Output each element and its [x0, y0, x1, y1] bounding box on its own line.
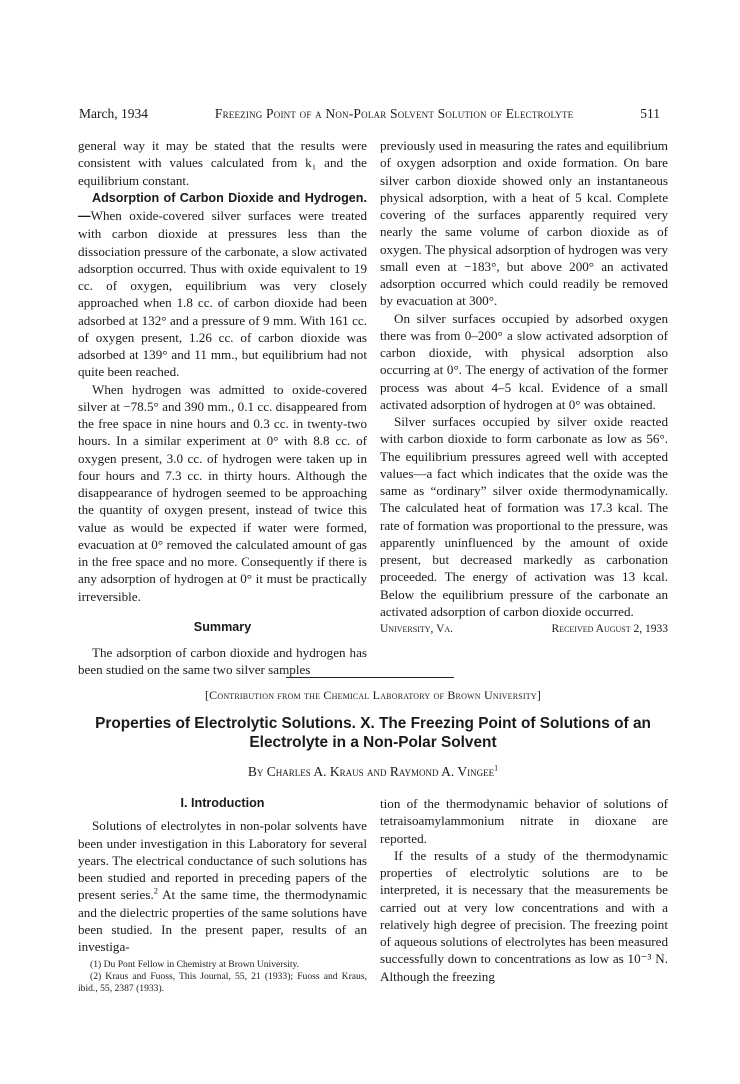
header-running-title: Freezing Point of a Non-Polar Solvent Solution of Electrolyte [214, 106, 574, 121]
author-footnote-mark: 1 [494, 763, 499, 773]
paragraph-summary: The adsorption of carbon dioxide and hydrogen has been studied on the same two silver samples [78, 645, 367, 678]
summary-heading: Summary [193, 619, 252, 634]
paragraph-text: At the same time, the thermodynamic and the dielectric properties of the same solutions have been studied. In the present paper, results of an investiga- [78, 887, 367, 954]
footnote-1: (1) Du Pont Fellow in Chemistry at Brown University. [90, 959, 300, 971]
paragraph: general way it may be stated that the results were consistent with values calculated from k₁ and the equilibrium constant. [78, 138, 367, 188]
affiliation: University, Va. [380, 623, 454, 635]
runin-heading: Adsorption of Carbon Dioxide and Hydrogen.— [78, 190, 367, 223]
title-line-1: Properties of Electrolytic Solutions. X. The Freezing Point of Solutions of an [95, 715, 651, 732]
paragraph: tion of the thermodynamic behavior of solutions of tetraisoamylammonium nitrate in dioxane are reported. [380, 796, 668, 846]
paragraph: On silver surfaces occupied by adsorbed oxygen there was from 0–200° a slow activated adsorption of carbon dioxide, with physical adsorption also occurring at 0°. The energy of activation of the former process was about 4–5 kcal. Evidence of a small activated adsorption of hydrogen at 0° was obtained. [380, 310, 668, 412]
contribution-line: [Contribution from the Chemical Laboratory of Brown University] [204, 688, 542, 702]
new-article-column-right [380, 795, 668, 985]
paragraph-text: When oxide-covered silver surfaces were treated with carbon dioxide at pressures less than the dissociation pressure of the carbonate, a slow activated adsorption occurred. Thus with oxide equivalent to 19 cc. of oxygen, equilibrium was very closely approached when 1.8 cc. of carbon dioxide had been adsorbed at 132° and a pressure of 9 mm. With 161 cc. of oxygen present, 1.26 cc. of carbon dioxide was adsorbed at 139° and 11 mm., but equilibrium had not quite been reached. [78, 208, 367, 380]
article-divider [286, 677, 454, 678]
paragraph: When hydrogen was admitted to oxide-covered silver at −78.5° and 390 mm., 0.1 cc. disappeared from the free space in nine hours and 0.3 cc. in twenty-two hours. In a similar experiment at 0° with 8.8 cc. of oxygen present, 3.0 cc. of hydrogen were taken up in four hours and 7.3 cc. in thirty hours. Although the disappearance of hydrogen seemed to be approaching the quantity of oxygen present, instead of twice this value as would be expected if water were formed, evacuation at 0° removed the calculated amount of gas in the free space and no more. Consequently if there is any adsorption of hydrogen at 0° it must be practically irreversible. [78, 381, 367, 604]
footnote-2: (2) Kraus and Fuoss, This Journal, 55, 21 (1933); Fuoss and Kraus, ibid., 55, 2387 (1933). [78, 971, 367, 995]
prev-article-column-right [380, 137, 668, 638]
signature-line [380, 621, 668, 638]
header-date: March, 1934 [79, 106, 148, 121]
page-header [79, 106, 660, 124]
footnote-mark: 2 [153, 885, 158, 896]
paragraph: If the results of a study of the thermodynamic properties of electrolytic solutions are to be interpreted, it is necessary that the measurements be carried out at very low concentrations and with a relatively high degree of precision. The freezing point of aqueous solutions of electrolytes has been measured successfully down to concentrations as low as 10⁻³ N. Although the freezing [380, 847, 668, 984]
new-article-column-left [78, 795, 367, 995]
authors-text: By Charles A. Kraus and Raymond A. Vingee [247, 764, 495, 779]
section-heading: I. Introduction [180, 796, 265, 810]
article-title [78, 714, 668, 752]
paragraph-text: Solutions of electrolytes in non-polar solvents have been under investigation in this Laboratory for several years. The electrical conductance of such solutions has been studied and reported in preceding papers of the present series. [78, 818, 367, 903]
paragraph: Silver surfaces occupied by silver oxide reacted with carbon dioxide to form carbonate as low as 56°. The equilibrium pressures agreed well with accepted values—a fact which indicates that the oxide was the same as “ordinary” silver oxide thermodynamically. The calculated heat of formation was 17.3 kcal. The rate of formation was proportional to the pressure, was apparently uninfluenced by the amount of oxide present, but decreased markedly as carbonation proceeded. The energy of activation was 13 kcal. Below the equilibrium pressure of the carbonate an activated adsorption of carbon dioxide occurred. [380, 414, 668, 619]
footnotes [78, 959, 367, 995]
paragraph-co2 [78, 189, 367, 381]
prev-article-column-left [78, 137, 367, 679]
title-line-2: Electrolyte in a Non-Polar Solvent [249, 734, 497, 751]
header-page-number: 511 [640, 106, 660, 121]
paragraph: previously used in measuring the rates and equilibrium of oxygen adsorption and oxide formation. On bare silver carbon dioxide showed only an instantaneous physical adsorption, with a heat of 5 kcal. Complete covering of the surfaces apparently required very nearly the same volume of carbon dioxide as of oxygen. The physical adsorption of hydrogen was very small even at −183°, but above 200° an activated adsorption occurred which could readily be removed by evacuation at 300°. [380, 138, 668, 309]
paragraph-intro [78, 817, 367, 955]
received-date: Received August 2, 1933 [551, 623, 668, 635]
author-line [78, 764, 668, 780]
